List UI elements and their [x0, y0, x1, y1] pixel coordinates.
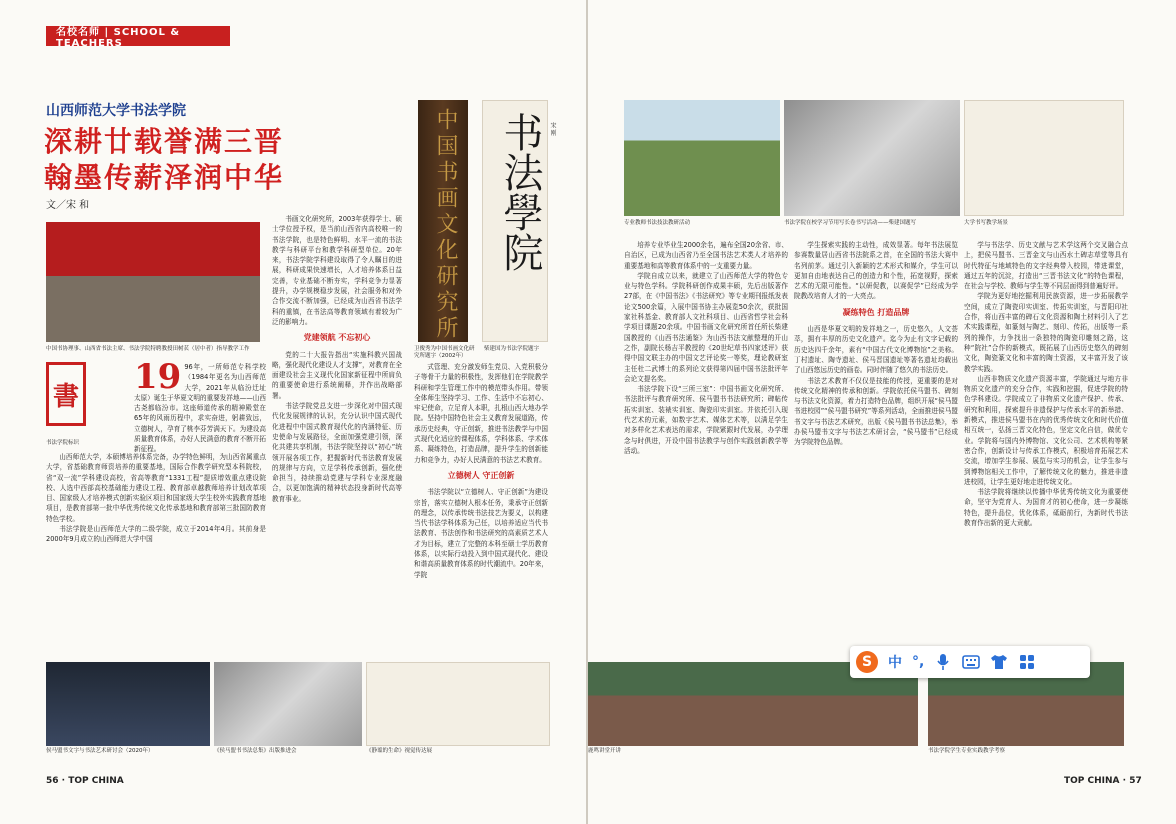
writing-scene-caption: 大学书写教学场景	[964, 220, 1009, 226]
col2-para-3: 书法学院党总支进一步深化对中国式现代化发展规律的认识，充分认识中国式现代化进程中中国式教育现代化的内涵特征、历史使命与发展路径，全面加强党建引领，深化共建共享机制，书法学院坚持以“初心”统领开展各项工作，把握新时代书法教育发展的规律与方向，立足学科传承创新，强化使命担当，持续推动党建与学科专业深度融合，以更加饱满的精神状态投身新时代高等教育事业。	[272, 402, 402, 503]
calligraphy-scroll-caption: 柴建国为书法学院题字	[484, 346, 540, 352]
microphone-icon[interactable]	[934, 654, 952, 670]
exhibition-photo	[366, 662, 550, 746]
long-scroll-caption: 书法学院在校学习节用写长卷书写活动——柴建国题写	[784, 220, 917, 226]
ime-language-toggle[interactable]: 中	[888, 655, 902, 671]
section-heading-party: 党建领航 不忘初心	[303, 333, 371, 343]
article-column-6	[964, 240, 1128, 654]
exhibition-caption: 《静谧的生命》视觉传达展	[366, 748, 433, 754]
seminar-photo-caption: 侯马盟书文字与书法艺术研讨会（2020年）	[46, 748, 154, 754]
col5-para-2: 山西是华夏文明的发祥地之一，历史悠久，人文荟萃，拥有丰厚的历史文化遗产。迄今为止有文字记载的历史达四千余年，素有“中国古代文化博物馆”之美称。丁村遗址、陶寺遗址、侯马晋国遗址等著名遗址均载出了山西悠远历史的画卷。同时伴随了悠久的书法历史。	[794, 325, 958, 375]
section-banner: 名校名师 | SCHOOL & TEACHERS	[46, 26, 230, 46]
wood-plaque-calligraphy: 中国书画文化研究所	[433, 108, 458, 342]
col2-para-1: 书画文化研究所，2003年获得学士、硕士学位授予权，是当前山西省内高校唯一的书法学院，也是特色鲜明、水平一流的书法教学与科研平台和教学科研型单位。20年来，书法学院学科建设取得了令人瞩目的进展，科研成果快速增长，人才培养体系日益完善，专业基础不断夯实，学科竞争力显著提升，办学规模稳步发展，社会服务和对外合作交流不断加强，已经成为山西省书法学科的重镇，在书法高等教育领域有着较为广泛的影响力。	[272, 215, 402, 326]
calligraphy-scroll-text: 书法學院	[497, 112, 543, 272]
ime-punctuation-toggle[interactable]: °,	[912, 654, 925, 670]
book-launch-caption: 《侯马盟书书法总集》出版推进会	[214, 748, 297, 754]
dropcap: 19	[134, 362, 182, 397]
keyboard-icon[interactable]	[962, 654, 980, 670]
col6-para-2: 学院为更好地挖掘利用民族资源，进一步拓展教学空间，成立了陶瓷印实训室、传拓实训室，与晋阳印社合作，将山西丰富的碑石文化资源和陶土材料引入了艺术实践课程，如篆刻与陶艺、刻印、传拓，出版等一系列的操作，力争找出一条独特的陶瓷印雕刻之路，这种“院社”合作的新模式，既拓展了山西历史悠久的碑刻文化，陶瓷篆文化和丰富的陶土资源，又丰富开发了该教学实践。	[964, 292, 1128, 373]
article-column-1b	[46, 452, 266, 652]
col5-para-3: 书法艺术教育不仅仅是技能的传授，更重要的是对传统文化精神的传承和创新。学院依托侯马盟书、碑刻与书法文化资源，着力打造特色品牌，组织开展“侯马盟书进校园”“侯马盟书研究”等系列活动，全面推进侯马盟书文字与书法艺术研究，出版《侯马盟书书法总集》，举办侯马盟书文字与书法艺术研讨会，“侯马盟书”已经成为学院特色品牌。	[794, 376, 958, 447]
col1-para-3: 书法学院是山西师范大学的二级学院，成立于2014年4月。其前身是2000年9月成立的山西师范大学中国	[46, 525, 266, 544]
col6-para-3: 山西非物质文化遗产资源丰富，学院通过与地方非物质文化遗产的充分合作，实践和挖掘，促进学院的特色学科建设。学院成立了非物质文化遗产保护、传承、研究和利用，探索提升非遗保护与传承水平的新举措、新模式，推进侯马盟书在内的优秀传统文化和时代价值相互统一，弘扬三晋文化特色，坚定文化自信，做优专业。学院将与国内外博物馆、文化公司、艺术机构等紧密合作，创新设计与传承工作模式，积极培育拓展艺术交流，增加学生参展、展览与实习的机会，让学生参与到博物馆相关工作中，了解传统文化的魅力，推进非遗进校园，让学生更好地走进传统文化。	[964, 374, 1128, 486]
toolbox-grid-icon[interactable]	[1018, 654, 1036, 670]
col4-para-3: 书法学院下设“三所三室”：中国书画文化研究所、书法批评与教育研究所、侯马盟书书法研究所；碑帖传拓实训室、装裱实训室、陶瓷印实训室。并依托引入现代艺术的元素，如数字艺术、媒体艺术等，以满足学生对多样化艺术表达的需求，学院紧跟时代发展，办学理念与时俱进，开设中国书法教学与创作实践创新教学等活动。	[624, 385, 788, 455]
teaching-activity-photo	[624, 100, 780, 216]
seminar-photo	[46, 662, 210, 746]
writing-scene-photo	[964, 100, 1124, 216]
col5-para-1: 学生探索实践的主动性，成效显著。每年书法展览参赛数量居山西省书法院系之首，在全国的书法大赛中名列前茅。通过引入新颖的艺术形式和媒介，学生可以更加自由地表达自己的创造力和个性，拓宽视野，探索艺术的无限可能性。“以研促教，以赛促学”已经成为学院教改培育人才的一大亮点。	[794, 241, 958, 301]
col6-para-4: 书法学院将继续以传播中华优秀传统文化为重要使命，坚守为党育人、为国育才的初心使命，进一步凝练特色，提升品位，优化体系，砥砺前行，为新时代书法教育作出新的更大贡献。	[964, 488, 1128, 528]
lecture-caption: 鹿鸣讲堂开讲	[588, 748, 622, 754]
section-heading-brand: 凝练特色 打造品牌	[842, 307, 910, 317]
section-heading-moral: 立德树人 守正创新	[447, 470, 515, 480]
seal-caption: 书法学院标识	[46, 440, 80, 446]
article-column-2	[272, 214, 402, 652]
headline-line-2: 翰墨传薪泽润中华	[44, 161, 285, 194]
book-launch-photo	[214, 662, 362, 746]
field-trip-caption: 书法学院学生专业实践教学考察	[928, 748, 1006, 754]
teaching-activity-caption: 专业教师书法技法教研活动	[624, 220, 691, 226]
headline-line-1: 深耕廿载誉满三晋	[44, 125, 285, 158]
article-column-5	[794, 240, 958, 654]
col1-para-1: 96年，一所师范专科学校（1984年更名为山西师范大学，2021年从临汾迁址太原）诞生于华夏文明的重要发祥地——山西古尧都临汾市。这座师道传承的精神殿堂在65年的风雨历程中，求实奋进，躬耕致远，立德树人，孕育了桃李芬芳满天下。为建设高质量教育体系，办好人民满意的教育不断开拓新征程。	[134, 363, 266, 454]
byline: 文／宋 和	[46, 200, 90, 211]
col6-para-1: 学与书法学、历史文献与艺术学这两个交叉融合点上，把侯马盟书、三晋金文与山西水土碑志草堂等具有时代特征与地域特色的文字经典带入校园，带进课堂，通过五年的沉淀，打造出“三晋书法文化”的特色课程，在社会与学校、教师与学生等不同层面得到普遍好评。	[964, 241, 1128, 291]
right-page	[588, 0, 1176, 824]
col4-para-1: 培养专业毕业生2000余名，遍布全国20余省、市、自治区，已成为山西省乃至全国书法艺术类人才培养的重要基地和高等教育体系中的一支重要力量。	[624, 241, 788, 270]
school-seal-logo: 書	[46, 362, 86, 426]
col1-para-2: 山西师范大学，本硕博培养体系完备，办学特色鲜明，为山西省属重点大学，省基础教育师资培养的重要基地，国际合作教学研究型本科院校，省“双一流”学科建设高校，省高等教育“1331工程”提质增效重点建设院校、人选中西部高校基础能力建设工程、教育部卓越教师培养计划改革项目、国家级人才培养模式创新实验区项目和国家级大学生校外实践教育基地项目，是教育部第一批中华优秀传统文化传承基地和教育部第三批国防教育特色学校。	[46, 453, 266, 523]
col3-para-1: 式管理、充分激发师生党员、入党积极分子等骨干力量的积极性，发挥他们在学院教学科研和学生管理工作中的模范带头作用。带领全体师生坚持学习、工作、生活中不忘初心、牢记使命，立足育人本职，扎根山西大地办学院。坚持中国特色社会主义教育发展道路，传承历史经典，守正创新，推进书法教学与中国式现代化适应的课程体系，学科体系、学术体系、凝练特色，打造品牌，提升学生的创新能力和竞争力，办好人民满意的书法艺术教育。	[414, 363, 548, 464]
sogou-logo-icon[interactable]: S	[856, 651, 878, 673]
article-column-3	[414, 362, 548, 652]
long-scroll-photo	[784, 100, 960, 216]
page-folio-right: TOP CHINA · 57	[1064, 776, 1142, 786]
left-page	[0, 0, 586, 824]
article-column-4	[624, 240, 788, 654]
group-photo-caption: 中国书协理事、山西省书法主席、书法学院特聘教授田树苌（居中者）指导教学工作	[46, 346, 250, 352]
skin-shirt-icon[interactable]	[990, 654, 1008, 670]
col3-para-2: 书法学院以“立德树人、守正创新”为建设宗旨，落实立德树人根本任务，秉承守正创新的理念，以传承传统书法技艺为要义，以构建当代书法学科体系为己任，以培养适应当代书法教育、书法创作和书法研究的高素质艺术人才为目标，建立了完整的本科至硕士学历教育体系，以实际行动投入到中国式现代化、建设和谐高质量教育体系的时代潮流中。20年来，学院	[414, 488, 548, 579]
group-photo	[46, 222, 260, 342]
wood-plaque-caption: 卫俊秀为中国书画文化研究所题字（2002年）	[414, 346, 475, 359]
col4-para-2: 学院自成立以来，就建立了山西师范大学的特色专业与特色学科。学院科研创作成果丰硕，先后出版著作27部，在《中国书法》《书法研究》等专业期刊报纸发表论文500余篇，入展中国书协主办展览50余次，获批国家社科基金、教育部人文社科项目、山西省哲学社会科学项目课题20余项。中国书画文化研究所首任所长柴建国教授的《山西书法通鉴》为山西书法文献整理的开山之作，副院长杨吉平教授的《20世纪草书四家述评》获得中国文联主办的中国文艺评论奖一等奖，理论教研室主任杜二武博士的系列论文获得第四届中国书法批评年会论文提名奖。	[624, 271, 788, 383]
calligraphy-seal: 宋 刚	[549, 122, 556, 136]
page-folio-left: 56 · TOP CHINA	[46, 776, 124, 786]
ime-toolbar[interactable]	[850, 646, 1090, 678]
school-name: 山西师范大学书法学院	[46, 103, 186, 119]
col2-para-2: 党的二十大报告指出“实施科教兴国战略，强化现代化建设人才支撑”，对教育在全面建设社会主义现代化国家新征程中所肩负的重要使命进行系统阐释，并作出战略部署。	[272, 350, 402, 400]
